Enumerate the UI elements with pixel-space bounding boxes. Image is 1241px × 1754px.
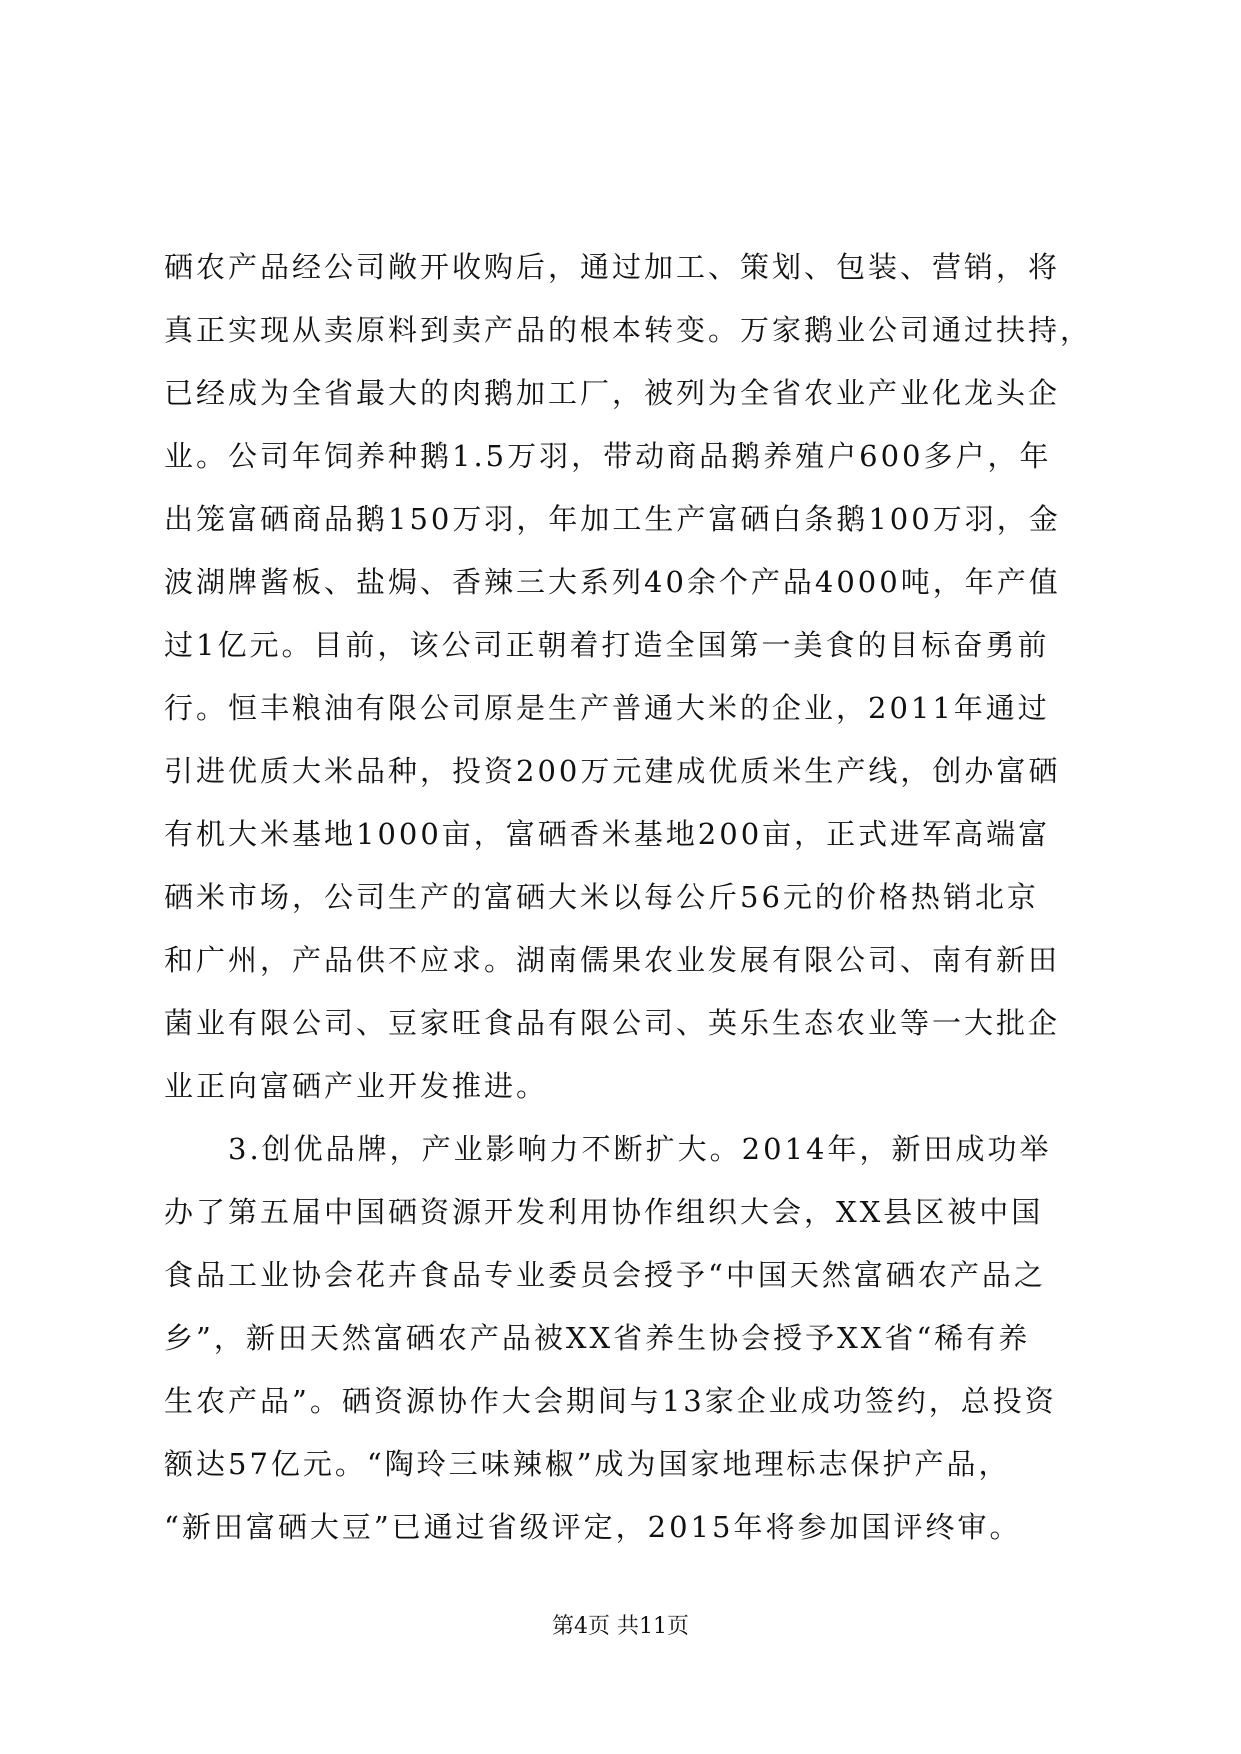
text-line: 真正实现从卖原料到卖产品的根本转变。万家鹅业公司通过扶持， xyxy=(164,313,1093,347)
text-line: 业。公司年饲养种鹅1.5万羽，带动商品鹅养殖户600多户，年 xyxy=(164,439,1052,473)
text-line: 行。恒丰粮油有限公司原是生产普通大米的企业，2011年通过 xyxy=(164,691,1050,725)
text-line: 波湖牌酱板、盐焗、香辣三大系列40余个产品4000吨，年产值 xyxy=(164,565,1061,599)
text-line: 办了第五届中国硒资源开发利用协作组织大会，XX县区被中国 xyxy=(164,1195,1044,1229)
text-line: 有机大米基地1000亩，富硒香米基地200亩，正式进军高端富 xyxy=(164,817,1051,851)
text-line: 和广州，产品供不应求。湖南儒果农业发展有限公司、南有新田 xyxy=(164,943,1061,977)
text-line: 生农产品”。硒资源协作大会期间与13家企业成功签约，总投资 xyxy=(164,1384,1057,1418)
body-text xyxy=(164,236,1104,1559)
text-line: “新田富硒大豆”已通过省级评定，2015年将参加国评终审。 xyxy=(164,1510,1022,1544)
page-number-footer: 第4页 共11页 xyxy=(552,1614,689,1639)
text-line: 业正向富硒产业开发推进。 xyxy=(164,1069,549,1103)
text-line: 硒农产品经公司敞开收购后，通过加工、策划、包装、营销，将 xyxy=(164,250,1061,284)
text-line: 菌业有限公司、豆家旺食品有限公司、英乐生态农业等一大批企 xyxy=(164,1006,1061,1040)
text-line: 乡”，新田天然富硒农产品被XX省养生协会授予XX省“稀有养 xyxy=(164,1321,1031,1355)
text-line: 硒米市场，公司生产的富硒大米以每公斤56元的价格热销北京 xyxy=(164,880,1039,914)
text-line: 额达57亿元。“陶玲三味辣椒”成为国家地理标志保护产品， xyxy=(164,1447,1011,1481)
text-line: 出笼富硒商品鹅150万羽，年加工生产富硒白条鹅100万羽，金 xyxy=(164,502,1061,536)
text-line: 过1亿元。目前，该公司正朝着打造全国第一美食的目标奋勇前 xyxy=(164,628,1050,662)
text-line: 食品工业协会花卉食品专业委员会授予“中国天然富硒农产品之 xyxy=(164,1258,1046,1292)
text-line: 3.创优品牌，产业影响力不断扩大。2014年，新田成功举 xyxy=(228,1132,1052,1166)
text-line: 引进优质大米品种，投资200万元建成优质米生产线，创办富硒 xyxy=(164,754,1061,788)
text-line: 已经成为全省最大的肉鹅加工厂，被列为全省农业产业化龙头企 xyxy=(164,376,1061,410)
